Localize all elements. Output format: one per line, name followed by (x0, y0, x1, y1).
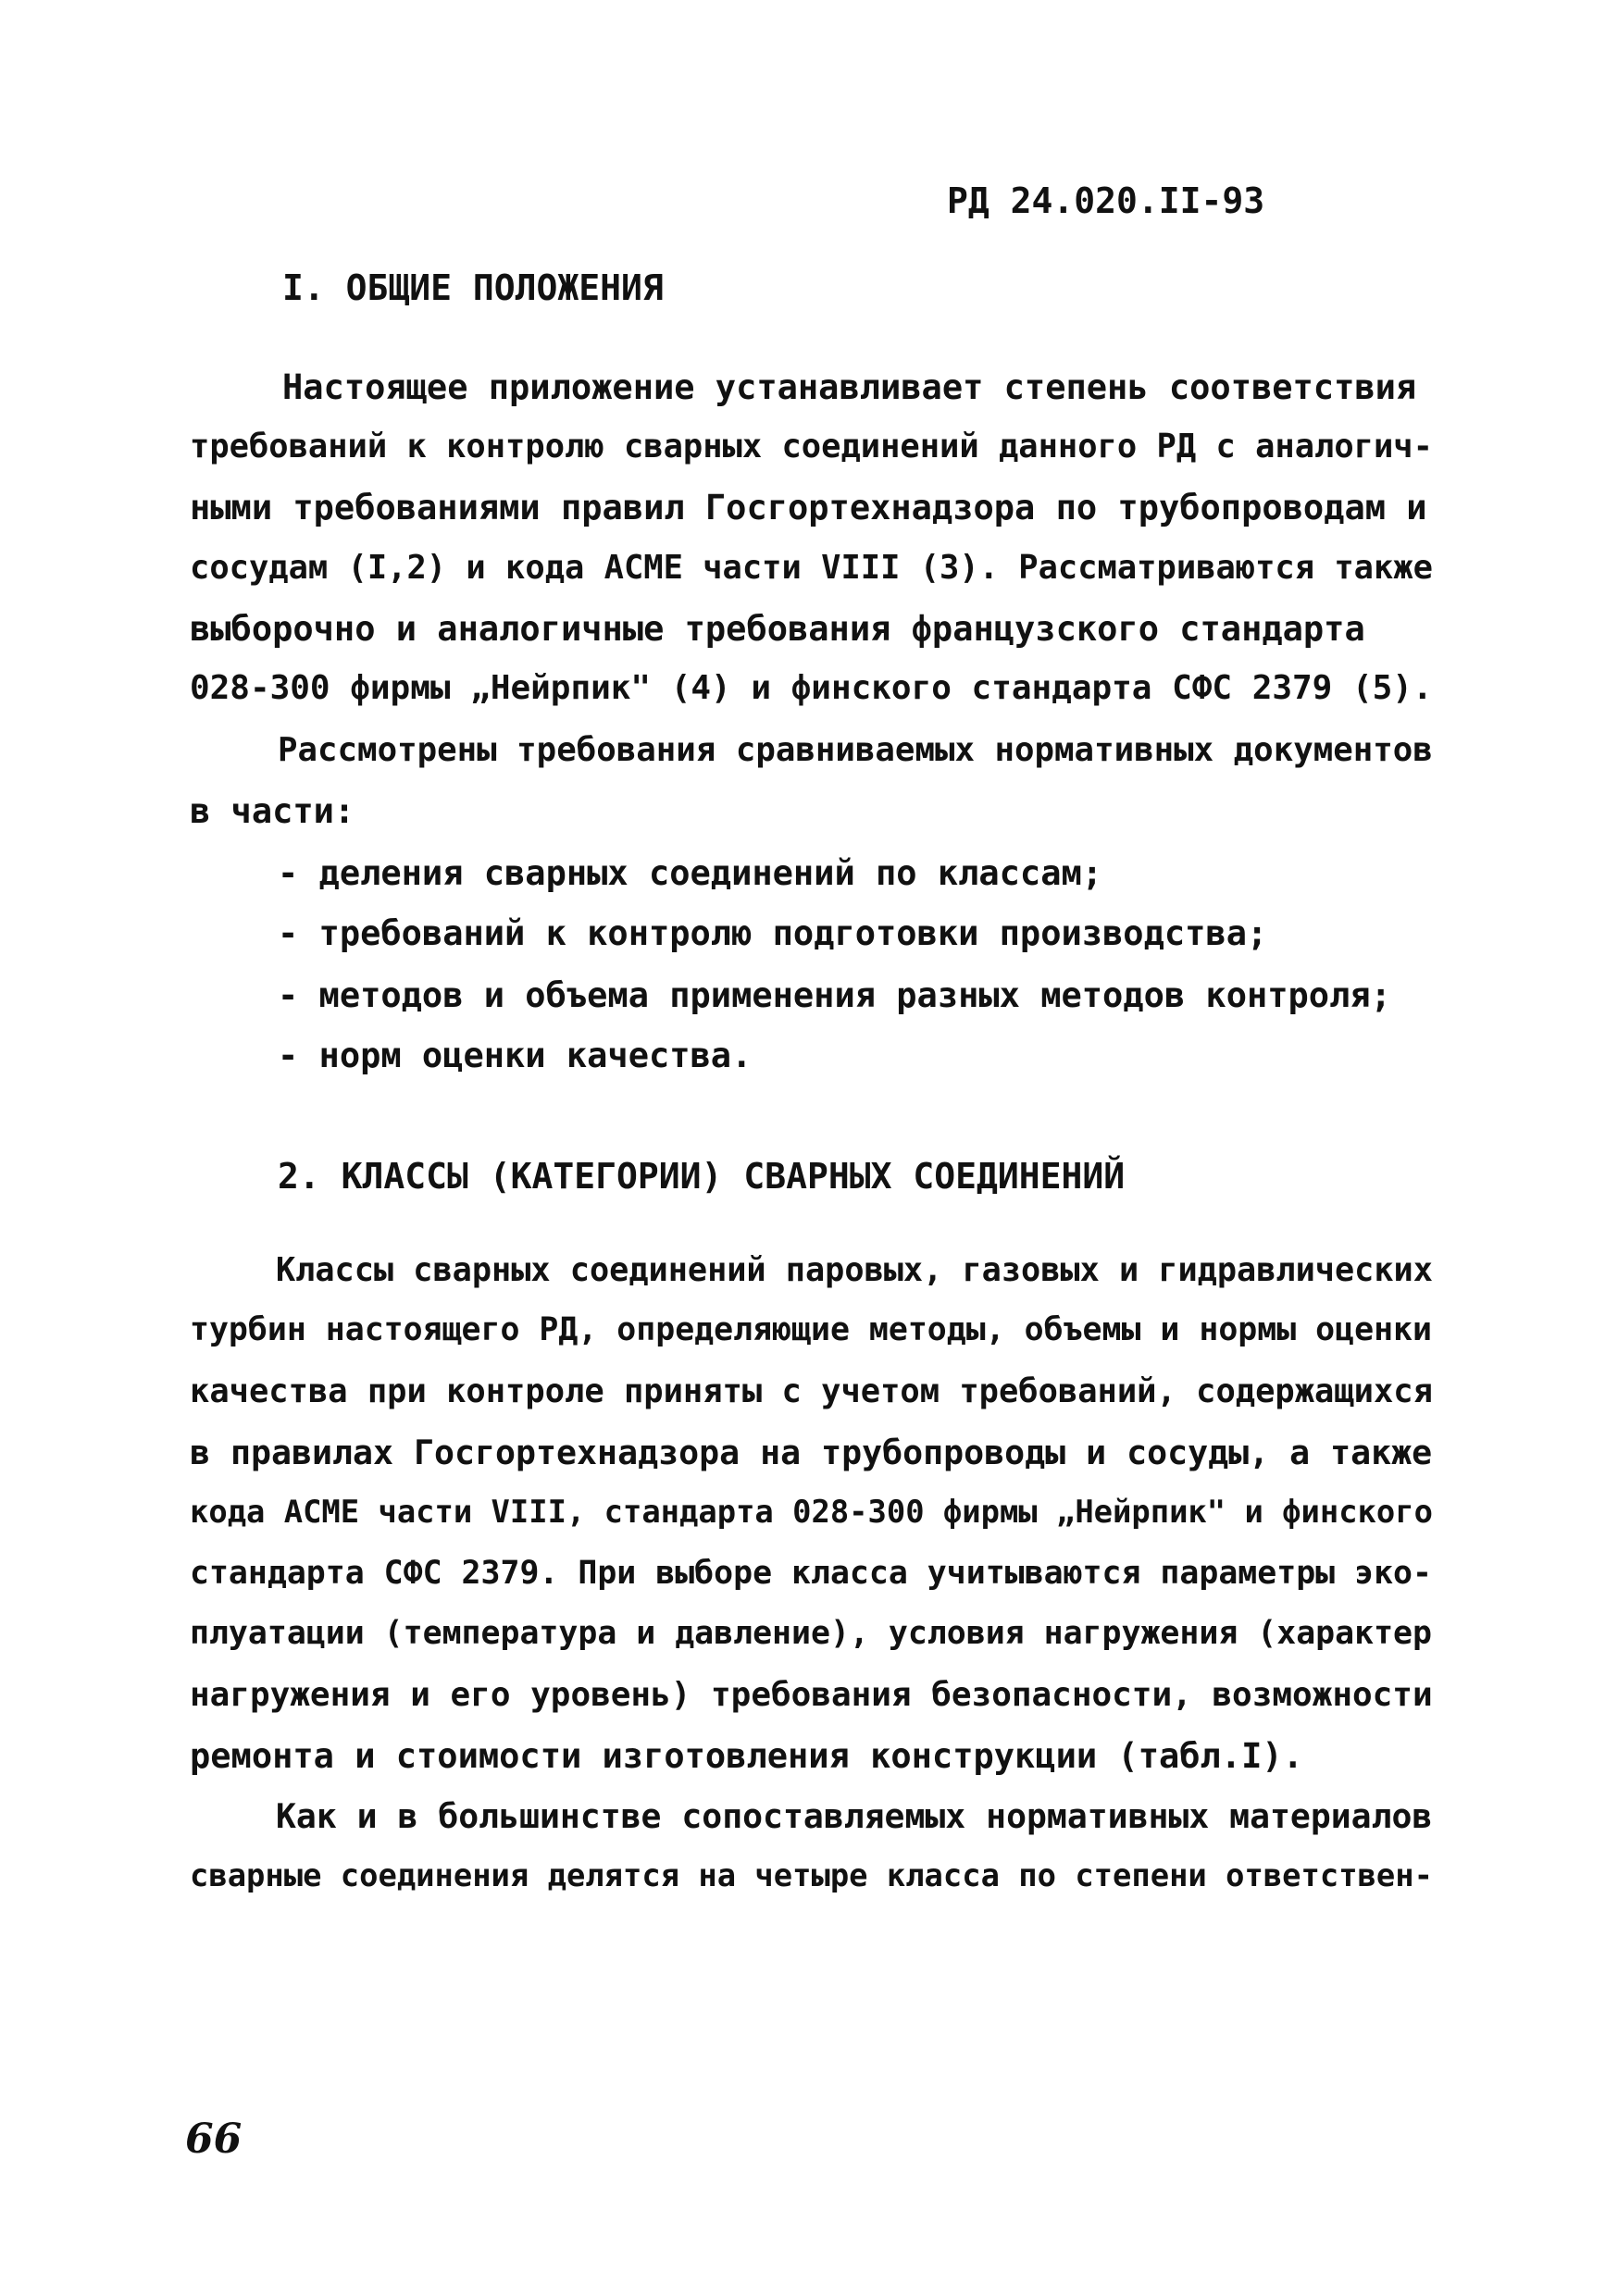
text-line: в части: (190, 791, 355, 831)
section-1-title: I. ОБЩИЕ ПОЛОЖЕНИЯ (282, 267, 664, 308)
text-line: кода АСМЕ части VIII, стандарта 028-300 фирмы „Нейрпик" и финского (190, 1494, 1433, 1530)
text-line: Настоящее приложение устанавливает степень соответствия (282, 367, 1417, 407)
section-2-title: 2. КЛАССЫ (КАТЕГОРИИ) СВАРНЫХ СОЕДИНЕНИЙ (278, 1156, 1126, 1197)
text-line: Рассмотрены требования сравниваемых нормативных документов (278, 731, 1433, 769)
list-item: - методов и объема применения разных методов контроля; (278, 975, 1391, 1015)
text-line: ными требованиями правил Госгортехнадзора по трубопроводам и (190, 488, 1427, 527)
list-item: - требований к контролю подготовки производства; (278, 913, 1268, 953)
list-item: - деления сварных соединений по классам; (278, 853, 1103, 893)
text-line: Как и в большинстве сопоставляемых нормативных материалов (276, 1796, 1433, 1836)
text-line: 028-300 фирмы „Нейрпик" (4) и финского стандарта СФС 2379 (5). (190, 669, 1433, 707)
text-line: стандарта СФС 2379. При выборе класса учитываются параметры эко- (190, 1555, 1432, 1592)
document-code: РД 24.020.II-93 (947, 180, 1265, 221)
text-line: сосудам (I,2) и кода АСМЕ части VIII (3). Рассматриваются также (190, 549, 1433, 587)
list-item: - норм оценки качества. (278, 1036, 753, 1075)
text-line: в правилах Госгортехнадзора на трубопроводы и сосуды, а также (190, 1433, 1433, 1472)
text-line: турбин настоящего РД, определяющие методы, объемы и нормы оценки (190, 1311, 1432, 1348)
text-line: ремонта и стоимости изготовления конструкции (табл.I). (190, 1736, 1303, 1776)
page-number: 66 (185, 2116, 243, 2163)
text-line: выборочно и аналогичные требования французского стандарта (190, 609, 1365, 649)
text-line: требований к контролю сварных соединений данного РД с аналогич- (190, 428, 1433, 465)
text-line: плуатации (температура и давление), условия нагружения (характер (190, 1615, 1432, 1652)
text-line: нагружения и его уровень) требования безопасности, возможности (190, 1676, 1433, 1714)
text-line: сварные соединения делятся на четыре класса по степени ответствен- (190, 1857, 1433, 1893)
text-line: качества при контроле приняты с учетом требований, содержащихся (190, 1372, 1433, 1410)
text-line: Классы сварных соединений паровых, газовых и гидравлических (276, 1251, 1433, 1289)
